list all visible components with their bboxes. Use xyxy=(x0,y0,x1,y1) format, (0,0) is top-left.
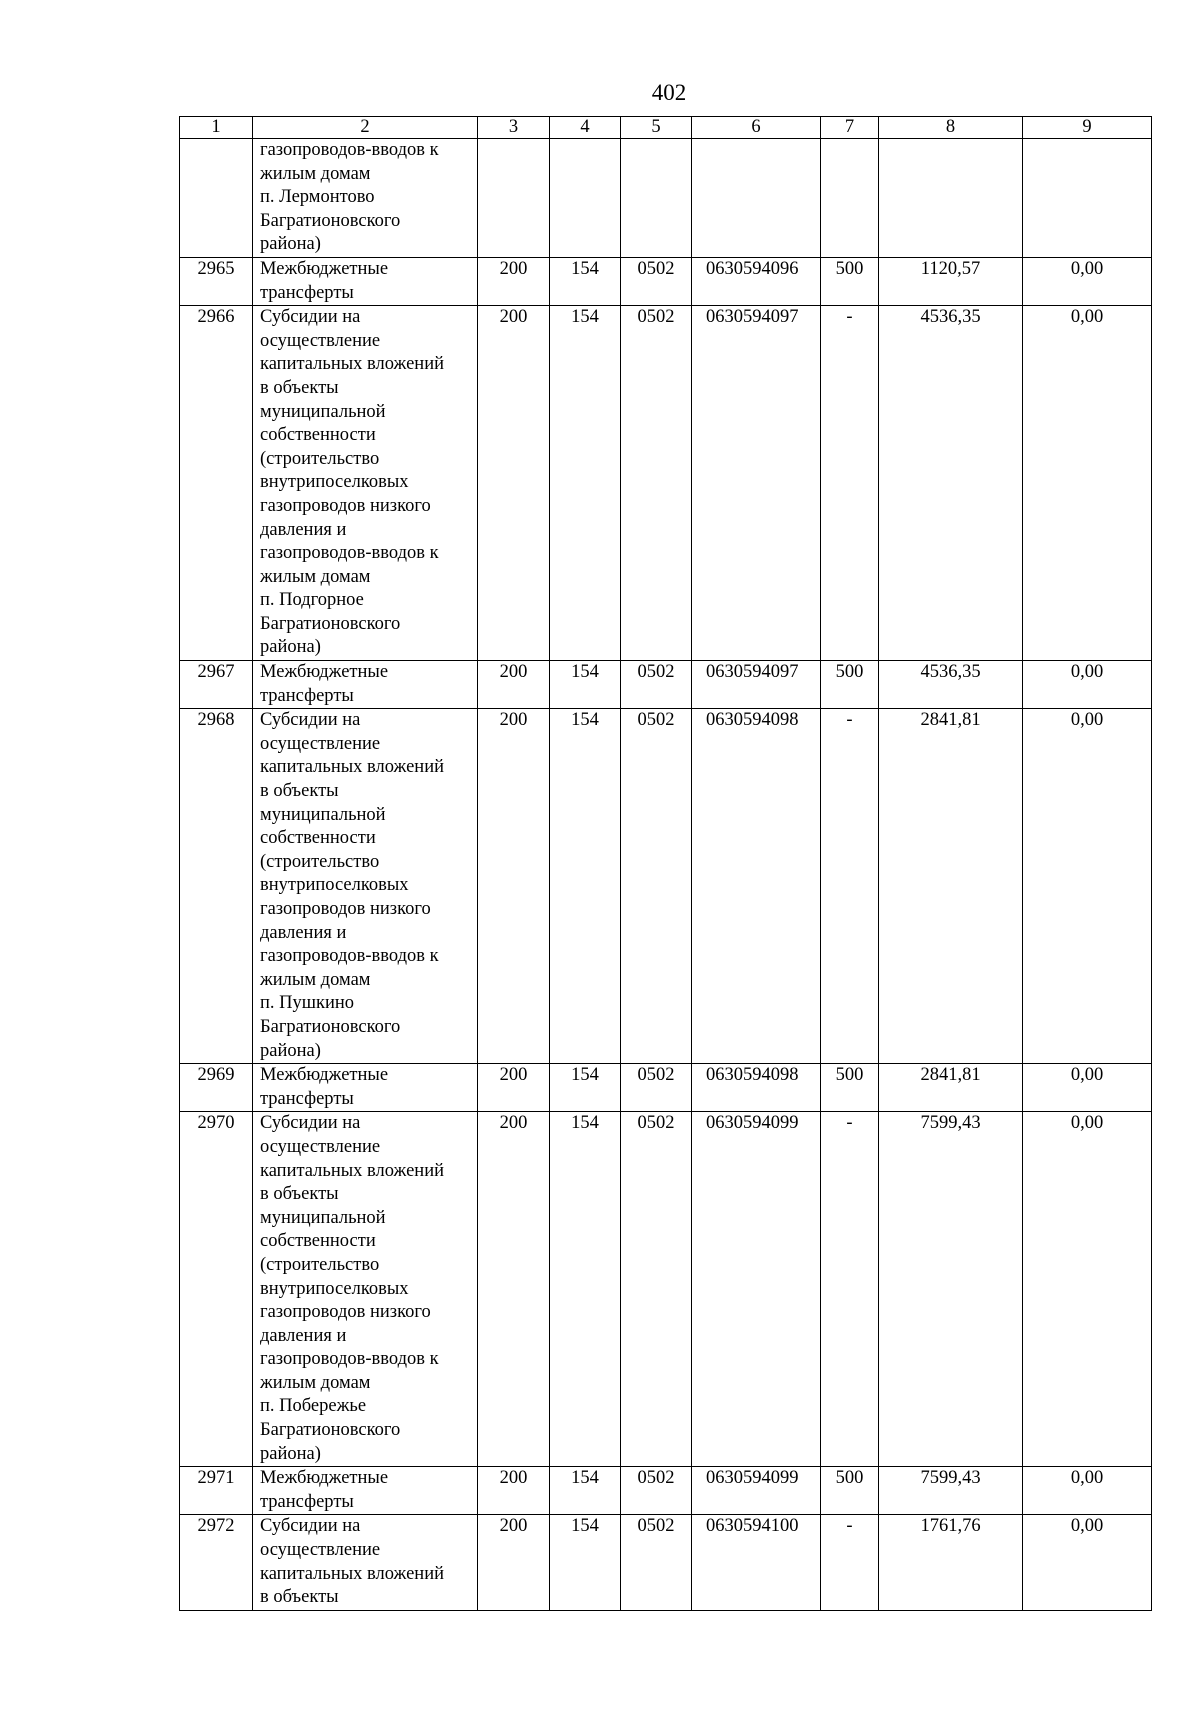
cell-col5: 0502 xyxy=(621,306,692,661)
table-row xyxy=(180,257,1152,305)
cell-amount: 1120,57 xyxy=(879,257,1023,305)
cell-col3: 200 xyxy=(478,257,550,305)
cell-col5: 0502 xyxy=(621,1064,692,1112)
table-row xyxy=(180,1112,1152,1467)
cell-col4: 154 xyxy=(550,709,621,1064)
row-name: Межбюджетные трансферты xyxy=(253,661,478,709)
cell-col3: 200 xyxy=(478,661,550,709)
row-name: Субсидии на осуществление капитальных вложений в объекты муниципальной собственности (строительство внутрипоселковых газопроводов низкого давления и газопроводов-вводов к жилым домам п. Побережье Багратионовского района) xyxy=(253,1112,478,1467)
cell-amount xyxy=(879,139,1023,258)
cell-amount: 7599,43 xyxy=(879,1112,1023,1467)
cell-amount: 4536,35 xyxy=(879,661,1023,709)
cell-col9: 0,00 xyxy=(1023,1112,1152,1467)
cell-code: 0630594096 xyxy=(692,257,821,305)
table-row xyxy=(180,1515,1152,1610)
cell-col7: 500 xyxy=(821,257,879,305)
row-number xyxy=(180,139,253,258)
cell-col9: 0,00 xyxy=(1023,257,1152,305)
cell-code: 0630594098 xyxy=(692,1064,821,1112)
cell-col9: 0,00 xyxy=(1023,709,1152,1064)
cell-col3: 200 xyxy=(478,709,550,1064)
row-name: Субсидии на осуществление капитальных вложений в объекты муниципальной собственности (строительство внутрипоселковых газопроводов низкого давления и газопроводов-вводов к жилым домам п. Пушкино Багратионовского района) xyxy=(253,709,478,1064)
cell-col4: 154 xyxy=(550,1064,621,1112)
row-number: 2972 xyxy=(180,1515,253,1610)
cell-col5: 0502 xyxy=(621,1112,692,1467)
cell-col5: 0502 xyxy=(621,1515,692,1610)
row-number: 2968 xyxy=(180,709,253,1064)
row-number: 2967 xyxy=(180,661,253,709)
cell-col9: 0,00 xyxy=(1023,1467,1152,1515)
cell-code: 0630594100 xyxy=(692,1515,821,1610)
row-number: 2970 xyxy=(180,1112,253,1467)
cell-col5: 0502 xyxy=(621,709,692,1064)
row-name: Межбюджетные трансферты xyxy=(253,1467,478,1515)
cell-code: 0630594097 xyxy=(692,661,821,709)
cell-col3: 200 xyxy=(478,1515,550,1610)
row-name: газопроводов-вводов к жилым домам п. Лермонтово Багратионовского района) xyxy=(253,139,478,258)
cell-col3 xyxy=(478,139,550,258)
column-header: 2 xyxy=(253,117,478,139)
cell-col7 xyxy=(821,139,879,258)
cell-col4: 154 xyxy=(550,661,621,709)
cell-col9: 0,00 xyxy=(1023,1064,1152,1112)
cell-col3: 200 xyxy=(478,306,550,661)
header-row xyxy=(180,117,1152,139)
column-header: 3 xyxy=(478,117,550,139)
column-header: 7 xyxy=(821,117,879,139)
row-name: Субсидии на осуществление капитальных вложений в объекты xyxy=(253,1515,478,1610)
cell-col5: 0502 xyxy=(621,257,692,305)
cell-col7: 500 xyxy=(821,1064,879,1112)
row-number: 2971 xyxy=(180,1467,253,1515)
column-header: 5 xyxy=(621,117,692,139)
cell-col9: 0,00 xyxy=(1023,1515,1152,1610)
cell-col7: - xyxy=(821,709,879,1064)
budget-table xyxy=(179,116,1152,1611)
cell-col4: 154 xyxy=(550,306,621,661)
table-row xyxy=(180,1064,1152,1112)
column-header: 1 xyxy=(180,117,253,139)
cell-amount: 1761,76 xyxy=(879,1515,1023,1610)
table-row xyxy=(180,139,1152,258)
cell-amount: 2841,81 xyxy=(879,709,1023,1064)
cell-col7: - xyxy=(821,1515,879,1610)
cell-amount: 4536,35 xyxy=(879,306,1023,661)
cell-code: 0630594097 xyxy=(692,306,821,661)
cell-col4 xyxy=(550,139,621,258)
page-number: 402 xyxy=(651,80,687,105)
cell-col4: 154 xyxy=(550,1467,621,1515)
cell-code xyxy=(692,139,821,258)
cell-col3: 200 xyxy=(478,1064,550,1112)
cell-col9: 0,00 xyxy=(1023,306,1152,661)
cell-code: 0630594099 xyxy=(692,1467,821,1515)
cell-col3: 200 xyxy=(478,1112,550,1467)
row-number: 2965 xyxy=(180,257,253,305)
cell-col7: - xyxy=(821,1112,879,1467)
row-name: Межбюджетные трансферты xyxy=(253,1064,478,1112)
cell-col7: - xyxy=(821,306,879,661)
cell-col3: 200 xyxy=(478,1467,550,1515)
row-number: 2966 xyxy=(180,306,253,661)
cell-col7: 500 xyxy=(821,1467,879,1515)
column-header: 4 xyxy=(550,117,621,139)
table-row xyxy=(180,709,1152,1064)
cell-col5: 0502 xyxy=(621,661,692,709)
cell-col4: 154 xyxy=(550,1112,621,1467)
row-name: Межбюджетные трансферты xyxy=(253,257,478,305)
row-number: 2969 xyxy=(180,1064,253,1112)
column-header: 9 xyxy=(1023,117,1152,139)
cell-col9 xyxy=(1023,139,1152,258)
column-header: 6 xyxy=(692,117,821,139)
cell-col4: 154 xyxy=(550,1515,621,1610)
cell-code: 0630594099 xyxy=(692,1112,821,1467)
column-header: 8 xyxy=(879,117,1023,139)
cell-amount: 7599,43 xyxy=(879,1467,1023,1515)
cell-col5 xyxy=(621,139,692,258)
cell-col4: 154 xyxy=(550,257,621,305)
cell-code: 0630594098 xyxy=(692,709,821,1064)
cell-col7: 500 xyxy=(821,661,879,709)
cell-amount: 2841,81 xyxy=(879,1064,1023,1112)
table-row xyxy=(180,306,1152,661)
cell-col9: 0,00 xyxy=(1023,661,1152,709)
cell-col5: 0502 xyxy=(621,1467,692,1515)
row-name: Субсидии на осуществление капитальных вложений в объекты муниципальной собственности (строительство внутрипоселковых газопроводов низкого давления и газопроводов-вводов к жилым домам п. Подгорное Багратионовского района) xyxy=(253,306,478,661)
table-row xyxy=(180,661,1152,709)
table-row xyxy=(180,1467,1152,1515)
